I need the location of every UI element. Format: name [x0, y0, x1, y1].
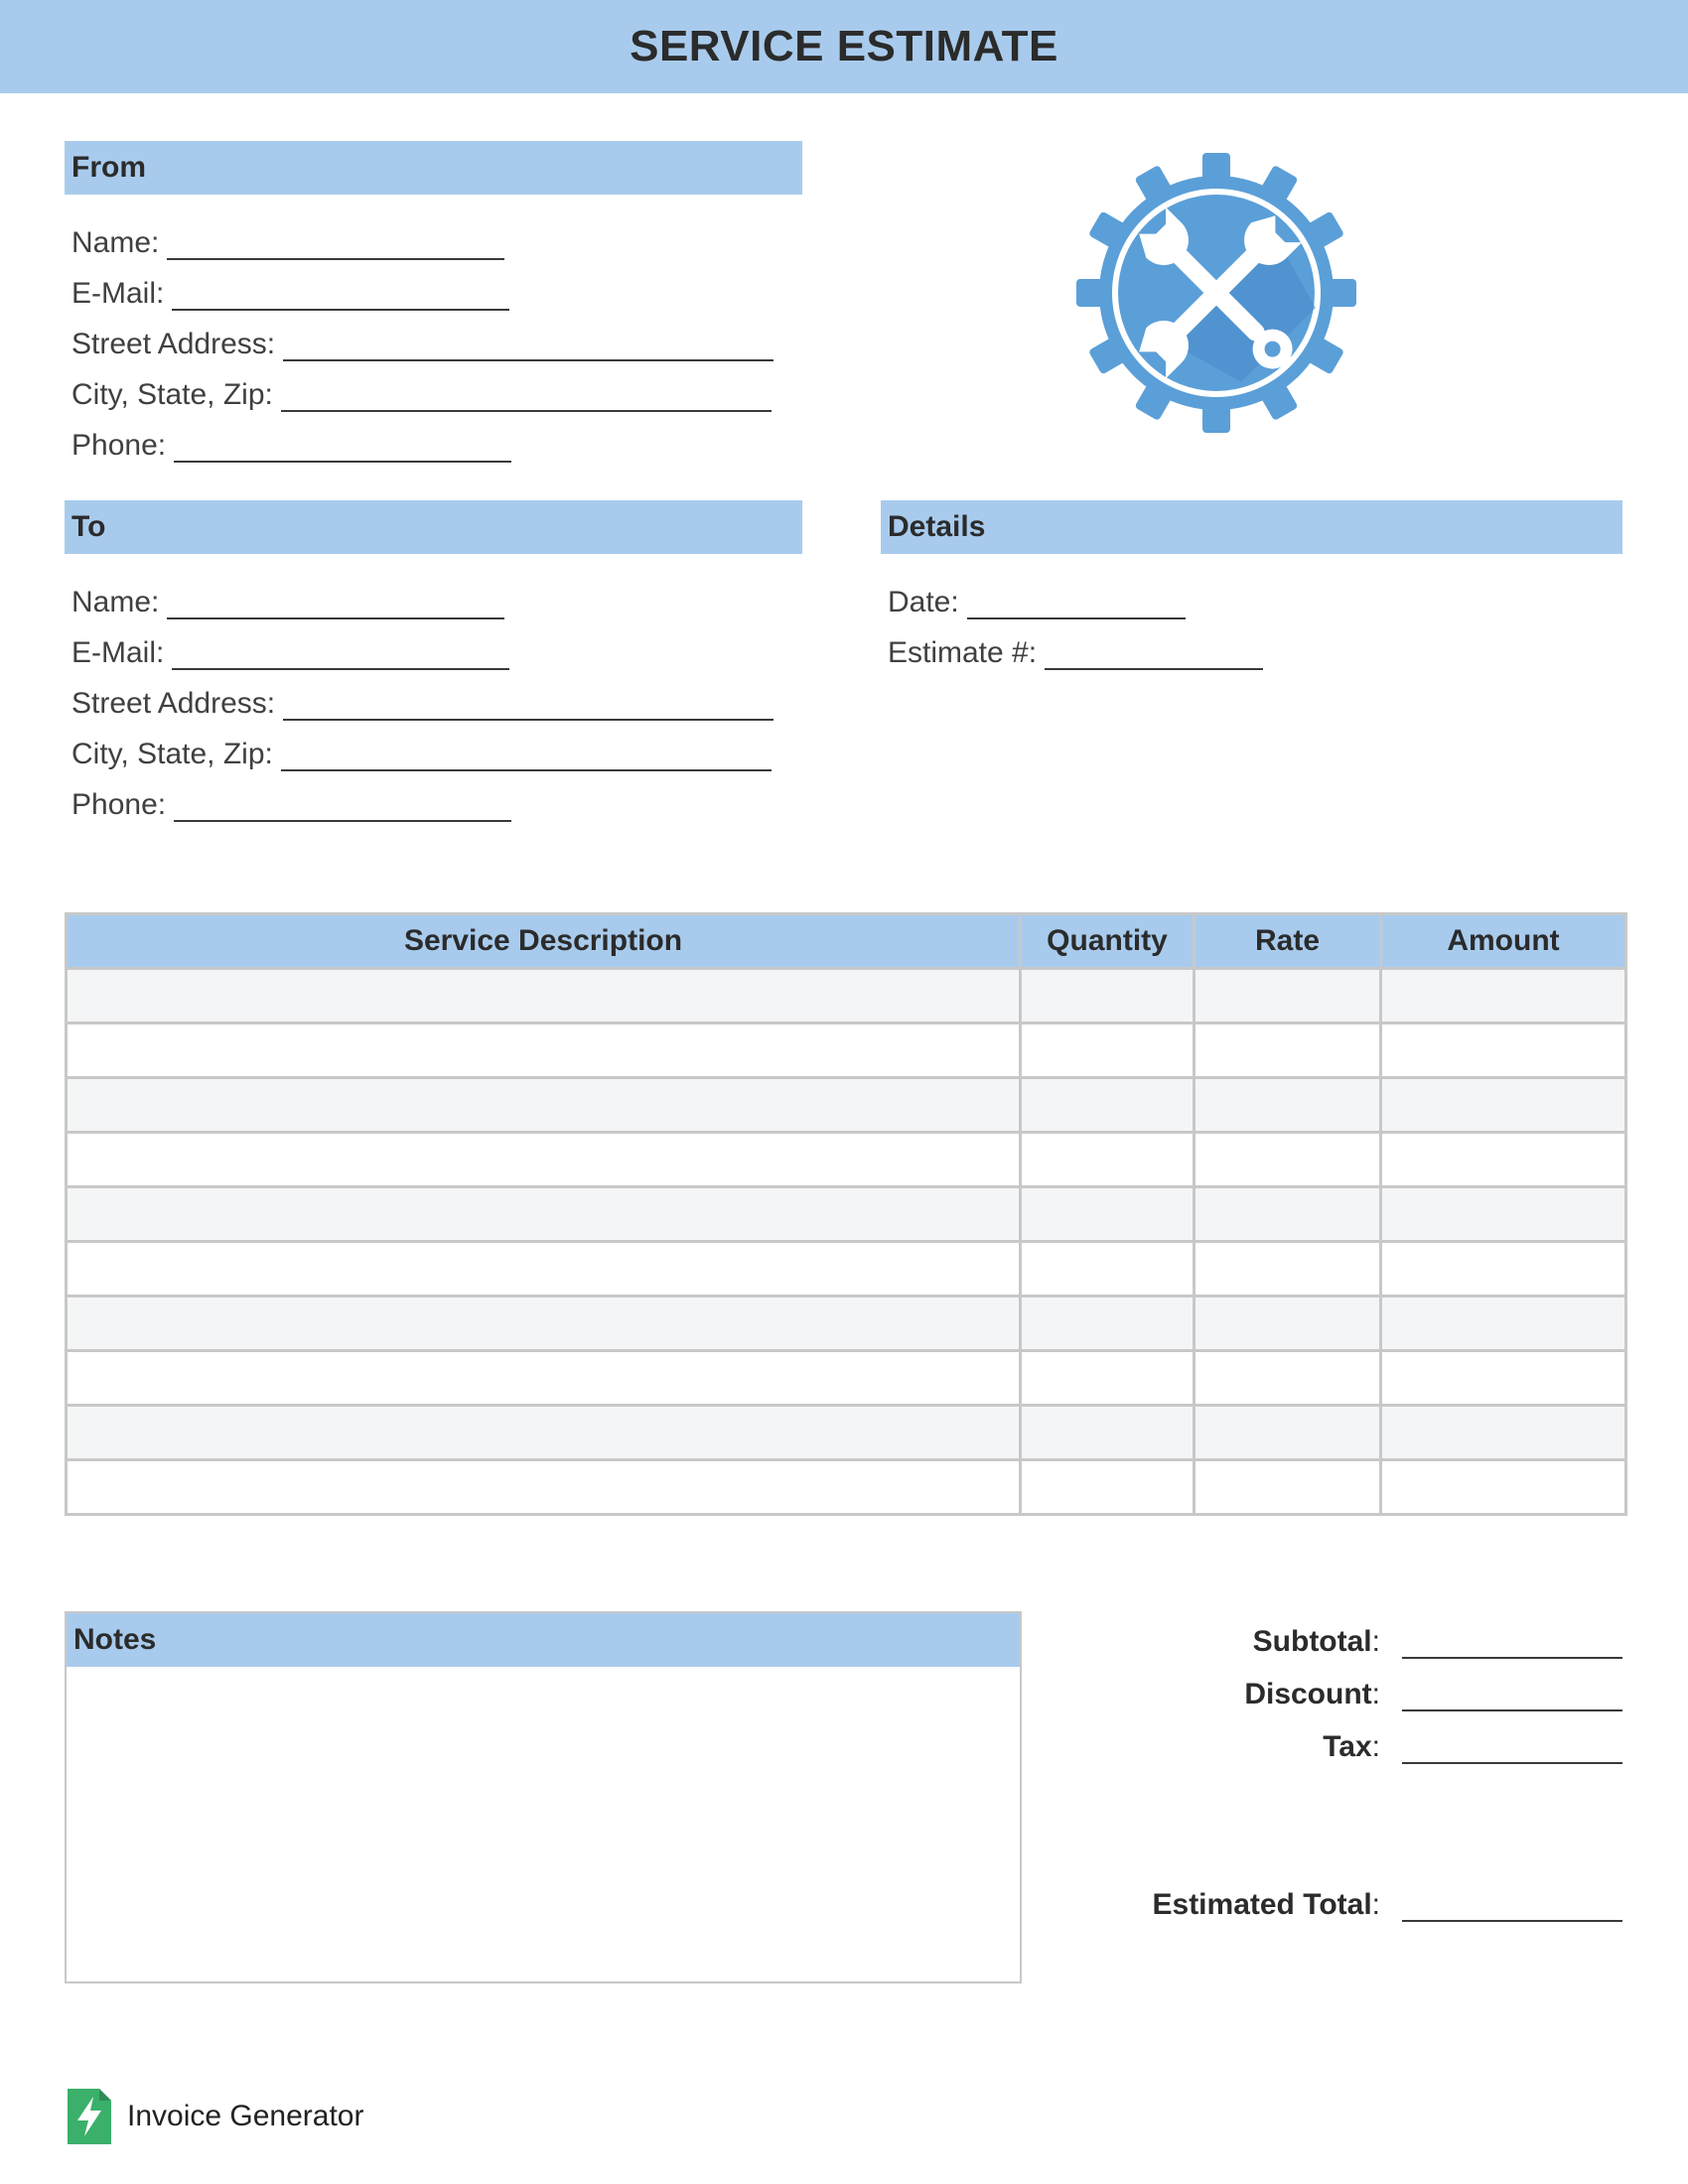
header-quantity: Quantity — [1021, 914, 1195, 969]
to-phone-field[interactable] — [71, 788, 511, 822]
quantity-cell[interactable] — [1021, 1242, 1195, 1297]
estimated-total-label: Estimated Total — [1152, 1888, 1372, 1921]
table-row — [67, 1406, 1626, 1460]
discount-colon: : — [1371, 1678, 1380, 1710]
to-heading: To — [65, 500, 802, 554]
rate-cell[interactable] — [1195, 1187, 1381, 1242]
amount-cell[interactable] — [1381, 1242, 1626, 1297]
date-label: Date: — [888, 586, 959, 618]
amount-cell[interactable] — [1381, 969, 1626, 1024]
description-cell[interactable] — [67, 1460, 1021, 1515]
to-email-line[interactable] — [172, 638, 509, 670]
rate-cell[interactable] — [1195, 1297, 1381, 1351]
to-street-line[interactable] — [283, 689, 774, 721]
to-city-label: City, State, Zip: — [71, 738, 273, 770]
from-street-line[interactable] — [283, 330, 774, 361]
description-cell[interactable] — [67, 1133, 1021, 1187]
estimated-total-row — [987, 1888, 1622, 1922]
from-heading: From — [65, 141, 802, 195]
estimate-number-label: Estimate #: — [888, 636, 1038, 669]
rate-cell[interactable] — [1195, 1351, 1381, 1406]
quantity-cell[interactable] — [1021, 969, 1195, 1024]
amount-cell[interactable] — [1381, 1024, 1626, 1078]
description-cell[interactable] — [67, 1078, 1021, 1133]
page-title: SERVICE ESTIMATE — [630, 22, 1058, 70]
table-row — [67, 1187, 1626, 1242]
quantity-cell[interactable] — [1021, 1297, 1195, 1351]
description-cell[interactable] — [67, 1024, 1021, 1078]
estimated-total-colon: : — [1371, 1888, 1380, 1921]
subtotal-colon: : — [1371, 1625, 1380, 1658]
quantity-cell[interactable] — [1021, 1351, 1195, 1406]
to-city-field[interactable] — [71, 738, 772, 771]
gear-wrench-icon — [1072, 149, 1360, 437]
table-row — [67, 1297, 1626, 1351]
table-row — [67, 1133, 1626, 1187]
description-cell[interactable] — [67, 1242, 1021, 1297]
table-row — [67, 1024, 1626, 1078]
from-name-field[interactable] — [71, 226, 504, 260]
from-name-label: Name: — [71, 226, 160, 259]
header-amount: Amount — [1381, 914, 1626, 969]
amount-cell[interactable] — [1381, 1297, 1626, 1351]
to-street-field[interactable] — [71, 687, 774, 721]
table-row — [67, 1242, 1626, 1297]
from-phone-label: Phone: — [71, 429, 167, 462]
notes-area[interactable] — [67, 1667, 1020, 1980]
description-cell[interactable] — [67, 969, 1021, 1024]
table-header-row — [67, 914, 1626, 969]
to-street-label: Street Address: — [71, 687, 276, 720]
from-phone-line[interactable] — [174, 431, 511, 463]
subtotal-row — [987, 1625, 1622, 1659]
to-phone-line[interactable] — [174, 790, 511, 822]
header-service-description: Service Description — [67, 914, 1021, 969]
from-name-line[interactable] — [167, 228, 504, 260]
to-city-line[interactable] — [281, 740, 772, 771]
tax-line[interactable] — [1402, 1732, 1622, 1764]
title-bar — [0, 0, 1688, 93]
table-row — [67, 1351, 1626, 1406]
discount-row — [987, 1678, 1622, 1711]
discount-line[interactable] — [1402, 1680, 1622, 1711]
table-row — [67, 1078, 1626, 1133]
from-email-line[interactable] — [172, 279, 509, 311]
brand-name: Invoice Generator — [127, 2100, 364, 2132]
date-field[interactable] — [888, 586, 1186, 619]
from-phone-field[interactable] — [71, 429, 511, 463]
tax-row — [987, 1730, 1622, 1764]
to-name-field[interactable] — [71, 586, 504, 619]
table-row — [67, 1460, 1626, 1515]
description-cell[interactable] — [67, 1297, 1021, 1351]
from-email-label: E-Mail: — [71, 277, 165, 310]
brand-footer[interactable] — [68, 2089, 363, 2144]
table-row — [67, 969, 1626, 1024]
to-phone-label: Phone: — [71, 788, 167, 821]
rate-cell[interactable] — [1195, 1078, 1381, 1133]
from-street-field[interactable] — [71, 328, 774, 361]
estimated-total-line[interactable] — [1402, 1890, 1622, 1922]
tax-label: Tax — [1323, 1730, 1372, 1763]
amount-cell[interactable] — [1381, 1187, 1626, 1242]
date-line[interactable] — [967, 588, 1186, 619]
subtotal-line[interactable] — [1402, 1627, 1622, 1659]
amount-cell[interactable] — [1381, 1406, 1626, 1460]
notes-heading: Notes — [67, 1613, 1020, 1667]
description-cell[interactable] — [67, 1406, 1021, 1460]
estimate-number-line[interactable] — [1045, 638, 1263, 670]
rate-cell[interactable] — [1195, 1133, 1381, 1187]
to-email-field[interactable] — [71, 636, 509, 670]
details-heading: Details — [881, 500, 1622, 554]
logo-gear-wrench-icon — [1072, 149, 1360, 437]
amount-cell[interactable] — [1381, 1133, 1626, 1187]
amount-cell[interactable] — [1381, 1460, 1626, 1515]
rate-cell[interactable] — [1195, 1024, 1381, 1078]
header-rate: Rate — [1195, 914, 1381, 969]
rate-cell[interactable] — [1195, 1242, 1381, 1297]
to-name-line[interactable] — [167, 588, 504, 619]
rate-cell[interactable] — [1195, 969, 1381, 1024]
description-cell[interactable] — [67, 1187, 1021, 1242]
notes-box — [65, 1611, 1022, 1983]
quantity-cell[interactable] — [1021, 1406, 1195, 1460]
from-email-field[interactable] — [71, 277, 509, 311]
from-city-line[interactable] — [281, 380, 772, 412]
quantity-cell[interactable] — [1021, 1460, 1195, 1515]
rate-cell[interactable] — [1195, 1460, 1381, 1515]
from-street-label: Street Address: — [71, 328, 276, 360]
estimate-number-field[interactable] — [888, 636, 1263, 670]
to-email-label: E-Mail: — [71, 636, 165, 669]
quantity-cell[interactable] — [1021, 1024, 1195, 1078]
amount-cell[interactable] — [1381, 1351, 1626, 1406]
subtotal-label: Subtotal — [1252, 1625, 1372, 1658]
quantity-cell[interactable] — [1021, 1078, 1195, 1133]
lightning-doc-icon — [68, 2089, 111, 2144]
quantity-cell[interactable] — [1021, 1187, 1195, 1242]
amount-cell[interactable] — [1381, 1078, 1626, 1133]
tax-colon: : — [1371, 1730, 1380, 1763]
rate-cell[interactable] — [1195, 1406, 1381, 1460]
service-items-table — [65, 912, 1627, 1516]
to-name-label: Name: — [71, 586, 160, 618]
description-cell[interactable] — [67, 1351, 1021, 1406]
from-city-field[interactable] — [71, 378, 772, 412]
quantity-cell[interactable] — [1021, 1133, 1195, 1187]
discount-label: Discount — [1244, 1678, 1372, 1710]
from-city-label: City, State, Zip: — [71, 378, 273, 411]
